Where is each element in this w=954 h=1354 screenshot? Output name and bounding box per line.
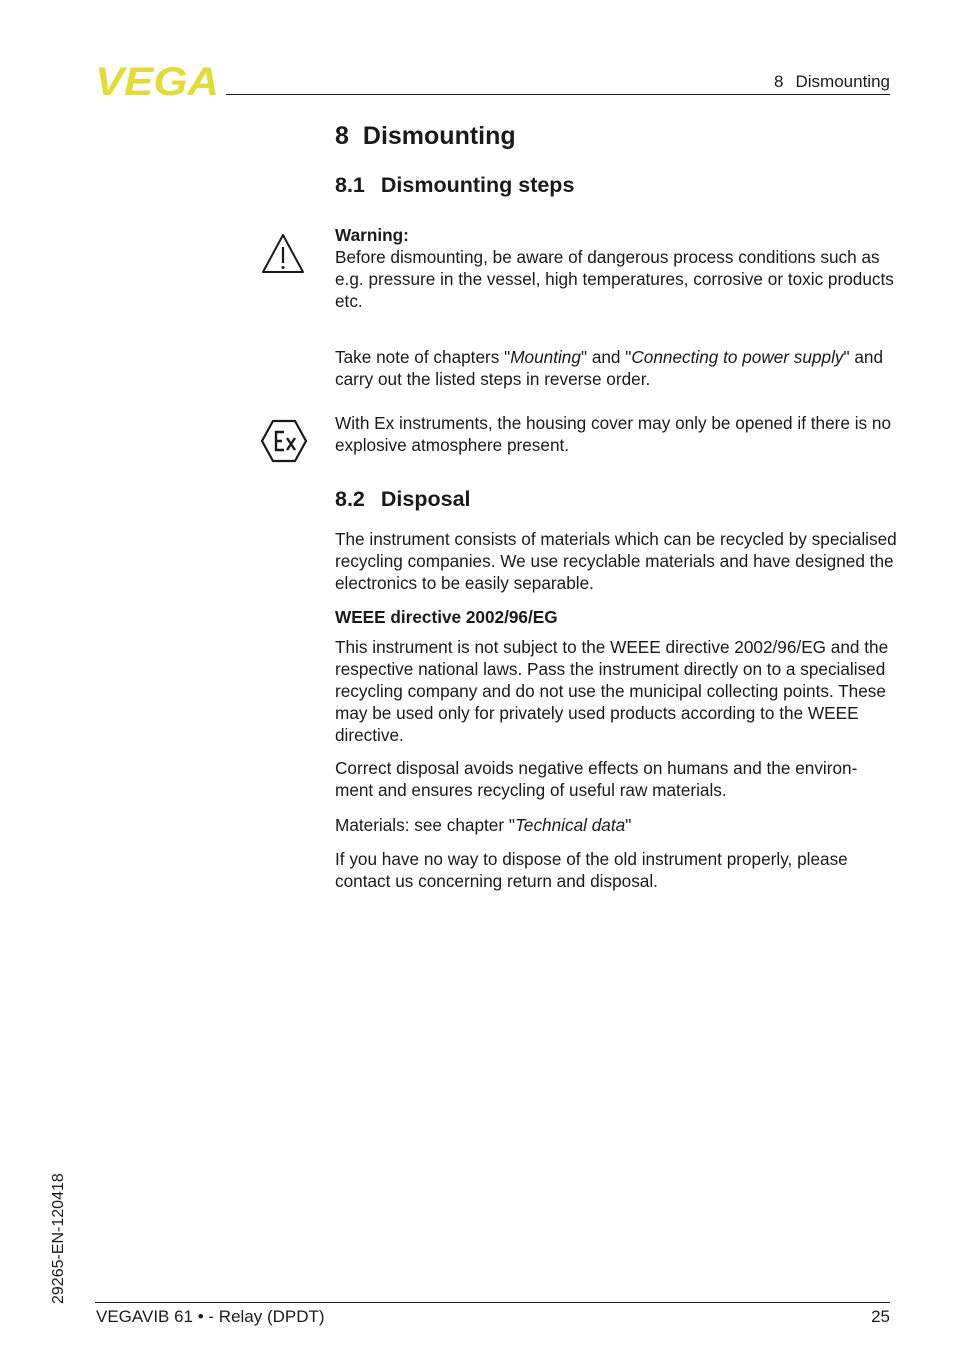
note-ref-connecting: Connecting to power supply — [631, 347, 844, 367]
disposal-text-5: If you have no way to dispose of the old instrument properly, please contact us concerning return and disposal. — [335, 849, 848, 891]
disposal-text-2: This instrument is not subject to the WEEE directive 2002/96/EG and the respective national laws. Pass the instrument directly on to a specialised recycling company and do not use the municipal collecting points. These may be used only for privately used products according to the WEEE directive. — [335, 637, 889, 745]
note-text-pre: Take note of chapters " — [335, 347, 511, 367]
section-title: Disposal — [380, 487, 471, 511]
document-code: 29265-EN-120418 — [50, 1173, 67, 1304]
header-chapter-title: Dismounting — [795, 72, 890, 91]
warning-triangle-icon — [260, 232, 306, 279]
ex-explosion-protection-icon — [260, 419, 308, 468]
disposal-text-3-line1: Correct disposal avoids negative effects on humans and the environ- — [335, 758, 858, 778]
vega-logo — [95, 62, 221, 98]
note-text-mid: " and " — [580, 347, 632, 367]
note-ref-mounting: Mounting — [510, 347, 581, 367]
running-header — [774, 72, 890, 92]
materials-text-post: " — [625, 815, 632, 835]
footer-product: VEGAVIB 61 • - Relay (DPDT) — [96, 1307, 325, 1326]
warning-text: Before dismounting, be aware of dangerous process conditions such as e.g. pressure in the vessel, high temperatures, corrosive or toxic products etc. — [335, 247, 894, 311]
footer-rule — [95, 1302, 890, 1303]
materials-text-pre: Materials: see chapter " — [335, 815, 515, 835]
section-num: 8.1 — [335, 173, 365, 197]
note-text-post: " and carry out the listed steps in reverse order. — [335, 347, 884, 389]
warning-block — [335, 224, 903, 312]
disposal-paragraph-3 — [335, 757, 903, 801]
section-num: 8.2 — [335, 487, 365, 511]
svg-text:VEGA: VEGA — [95, 62, 219, 98]
warning-label: Warning: — [335, 225, 409, 245]
chapter-num: 8 — [335, 122, 349, 150]
header-chapter-num: 8 — [774, 72, 784, 91]
weee-heading-text: WEEE directive 2002/96/EG — [335, 607, 558, 627]
disposal-text-1: The instrument consists of materials which can be recycled by specialised recycling companies. We use recyclable materials and have designed the electronics to be easily separable. — [335, 529, 897, 593]
section-heading-dismounting-steps — [335, 173, 903, 198]
disposal-paragraph-5 — [335, 848, 895, 892]
ex-text: With Ex instruments, the housing cover may only be opened if there is no explosive atmosphere present. — [335, 413, 892, 455]
section-heading-disposal — [335, 487, 903, 512]
chapter-title: Dismounting — [362, 122, 516, 150]
page-number: 25 — [871, 1307, 890, 1326]
disposal-paragraph-1 — [335, 528, 903, 594]
materials-ref-technical-data: Technical data — [514, 815, 626, 835]
disposal-text-3-line2: ment and ensures recycling of useful raw materials. — [335, 780, 727, 800]
vega-logo-icon — [95, 62, 221, 98]
chapter-heading — [335, 122, 903, 151]
materials-paragraph — [335, 814, 903, 836]
header-rule — [226, 94, 890, 95]
weee-heading — [335, 606, 903, 628]
section-title: Dismounting steps — [380, 173, 575, 197]
note-paragraph — [335, 346, 903, 390]
ex-note — [335, 412, 903, 456]
disposal-paragraph-2 — [335, 636, 895, 746]
